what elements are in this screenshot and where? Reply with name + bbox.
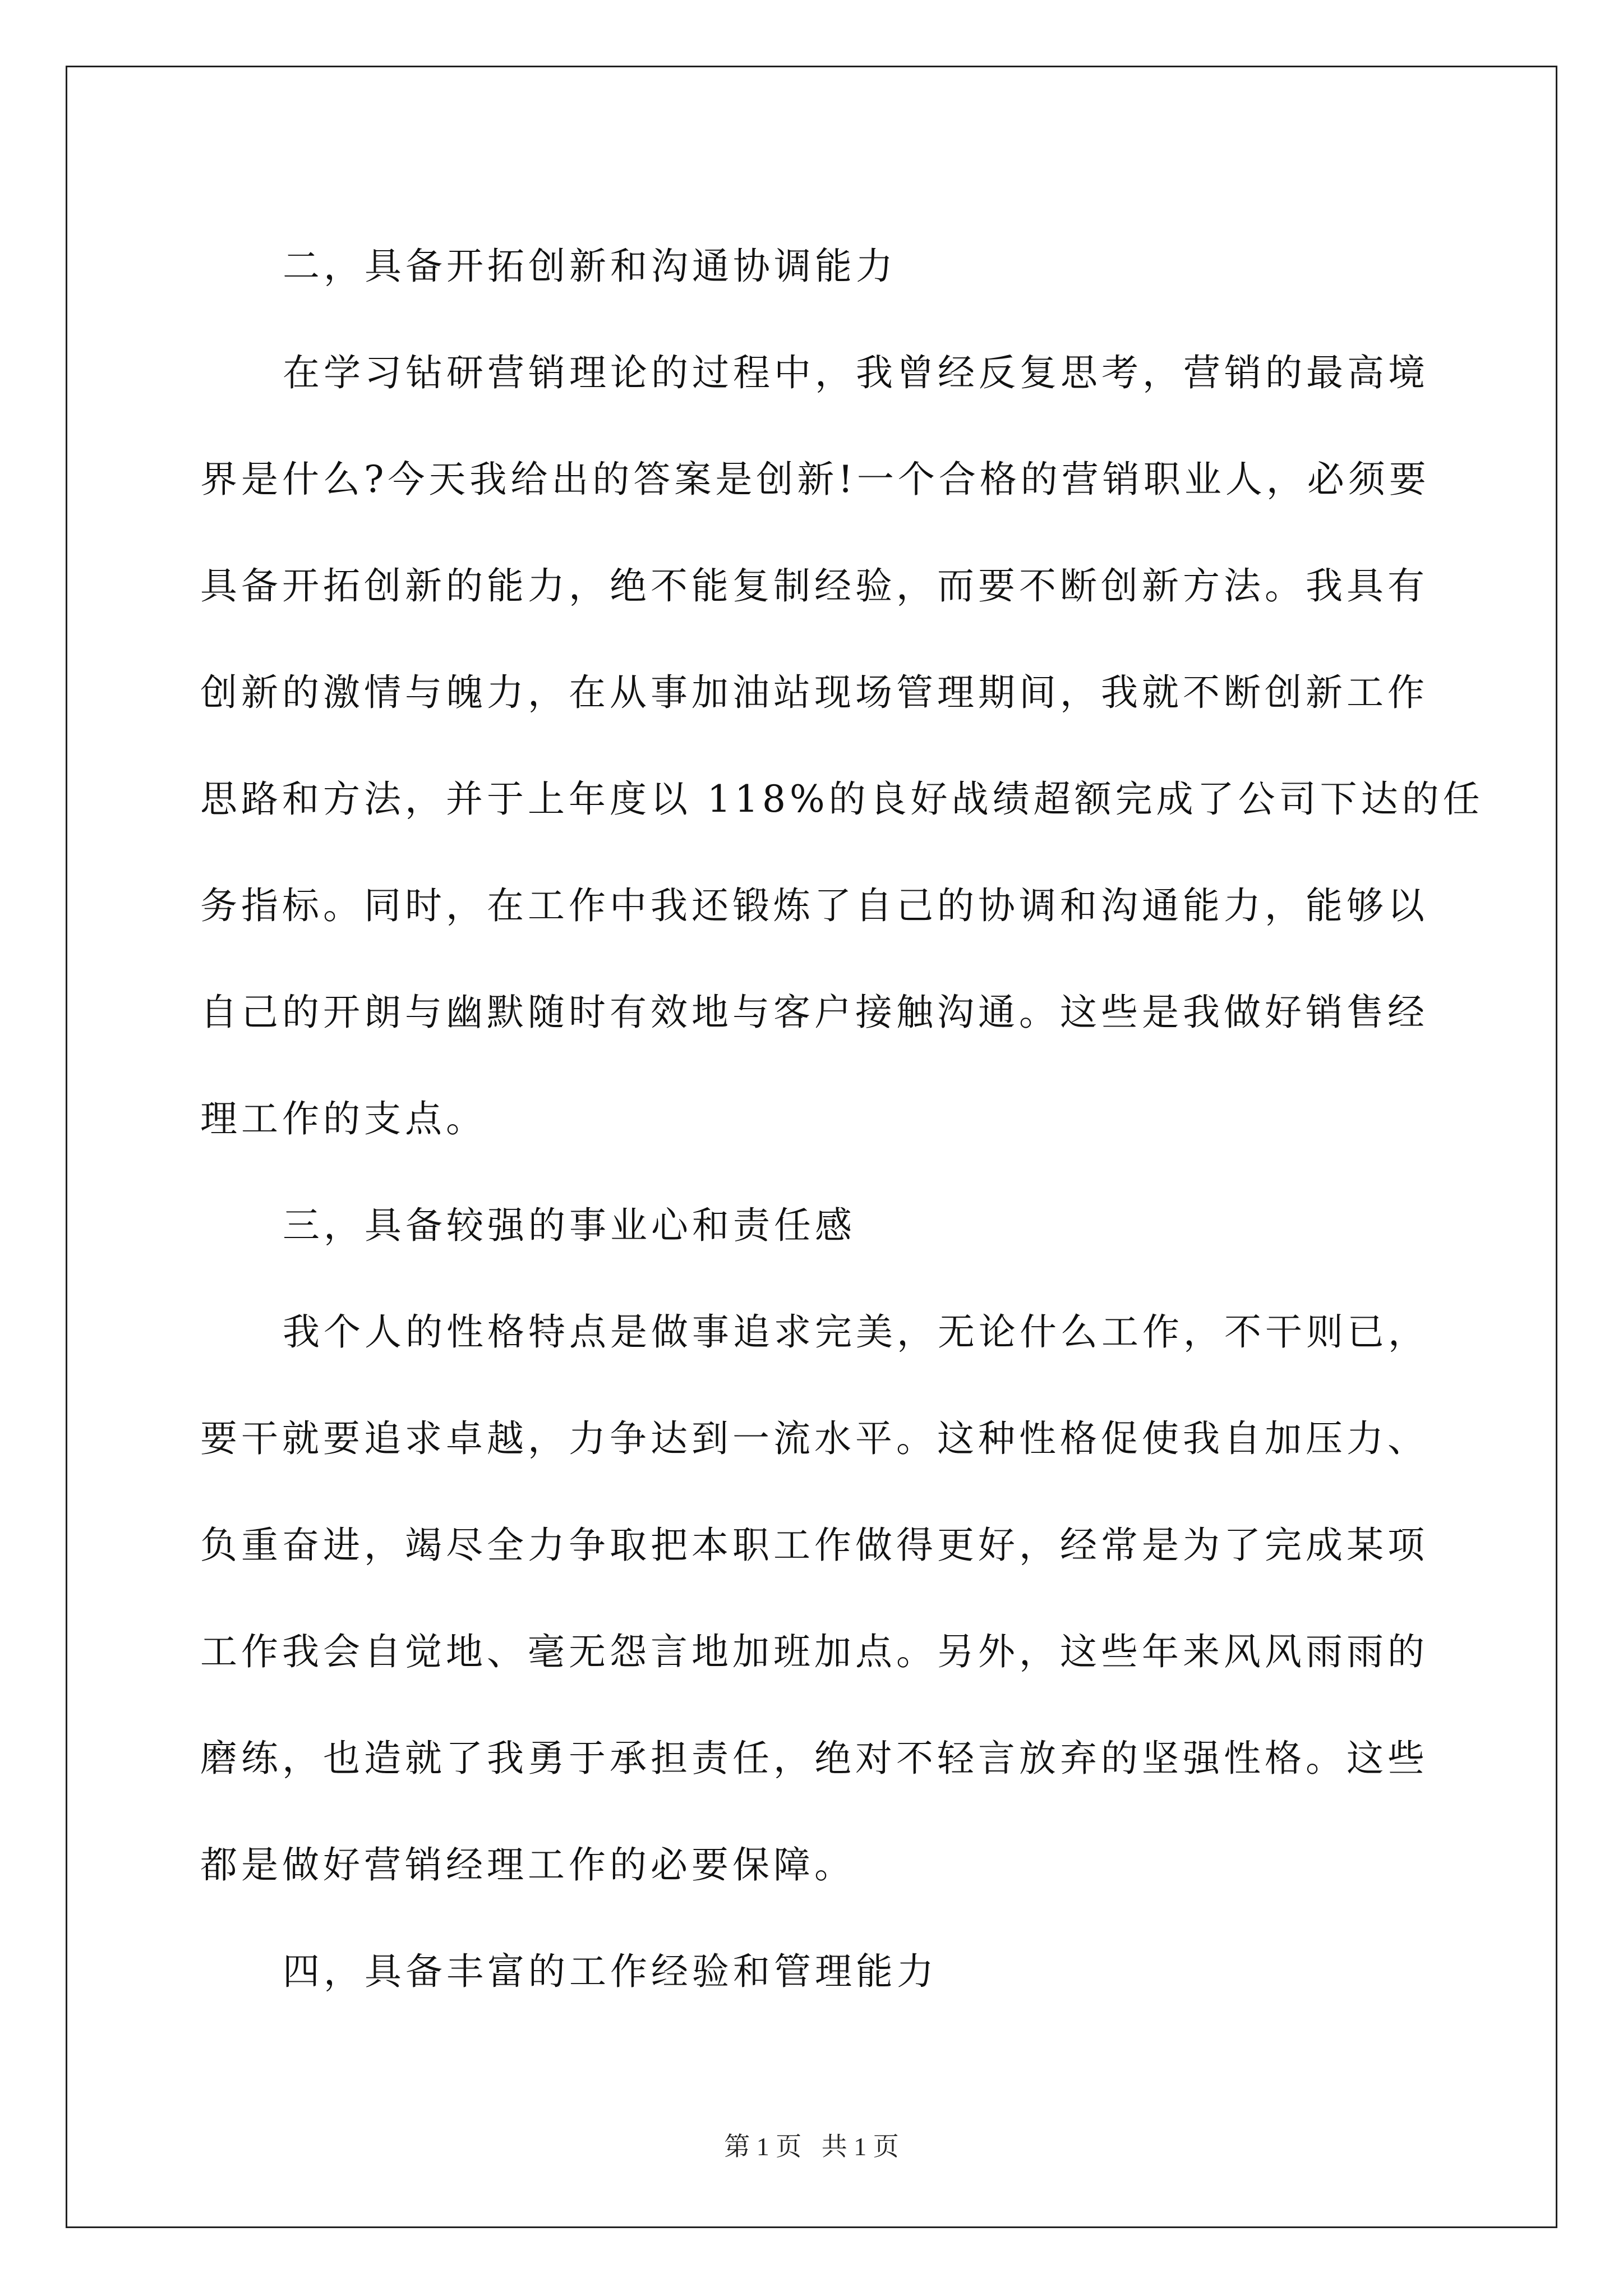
paragraph [200,320,1484,1172]
section-heading [200,1918,1434,2025]
page-total: 共 1 页 [821,2132,899,2161]
paragraph-line: 负重奋进，竭尽全力争取把本职工作做得更好，经常是为了完成某项 [200,1524,1428,1567]
paragraph-line: 具备开拓创新的能力，绝不能复制经验，而要不断创新方法。我具有 [200,564,1428,608]
paragraph-line: 在学习钻研营销理论的过程中，我曾经反复思考，营销的最高境 [283,351,1429,394]
paragraph-line: 理工作的支点。 [200,1097,487,1140]
paragraph-line: 要干就要追求卓越，力争达到一流水平。这种性格促使我自加压力、 [200,1417,1428,1460]
heading-text: 四，具备丰富的工作经验和管理能力 [283,1950,938,1993]
section-heading [200,1172,1434,1279]
paragraph-line: 工作我会自觉地、毫无怨言地加班加点。另外，这些年来风风雨雨的 [200,1630,1428,1673]
paragraph-line: 我个人的性格特点是做事追求完美，无论什么工作，不干则已， [283,1310,1429,1354]
paragraph-line: 磨练，也造就了我勇于承担责任，绝对不轻言放弃的坚强性格。这些 [200,1737,1428,1780]
heading-text: 三，具备较强的事业心和责任感 [283,1204,856,1247]
paragraph-line: 务指标。同时，在工作中我还锻炼了自己的协调和沟通能力，能够以 [200,884,1428,927]
paragraph-line: 创新的激情与魄力，在从事加油站现场管理期间，我就不断创新工作 [200,671,1428,714]
paragraph [200,1279,1434,1918]
paragraph-line: 界是什么?今天我给出的答案是创新!一个合格的营销职业人，必须要 [200,458,1430,501]
document-body [200,213,1484,2025]
paragraph-line: 思路和方法，并于上年度以 118%的良好战绩超额完成了公司下达的任 [200,777,1484,821]
page-footer [0,2126,1623,2163]
paragraph-line: 都是做好营销经理工作的必要保障。 [200,1843,855,1887]
paragraph-line: 自己的开朗与幽默随时有效地与客户接触沟通。这些是我做好销售经 [200,991,1428,1034]
section-heading [200,213,1434,320]
page-number: 第 1 页 [724,2132,802,2161]
heading-text: 二，具备开拓创新和沟通协调能力 [283,245,897,288]
